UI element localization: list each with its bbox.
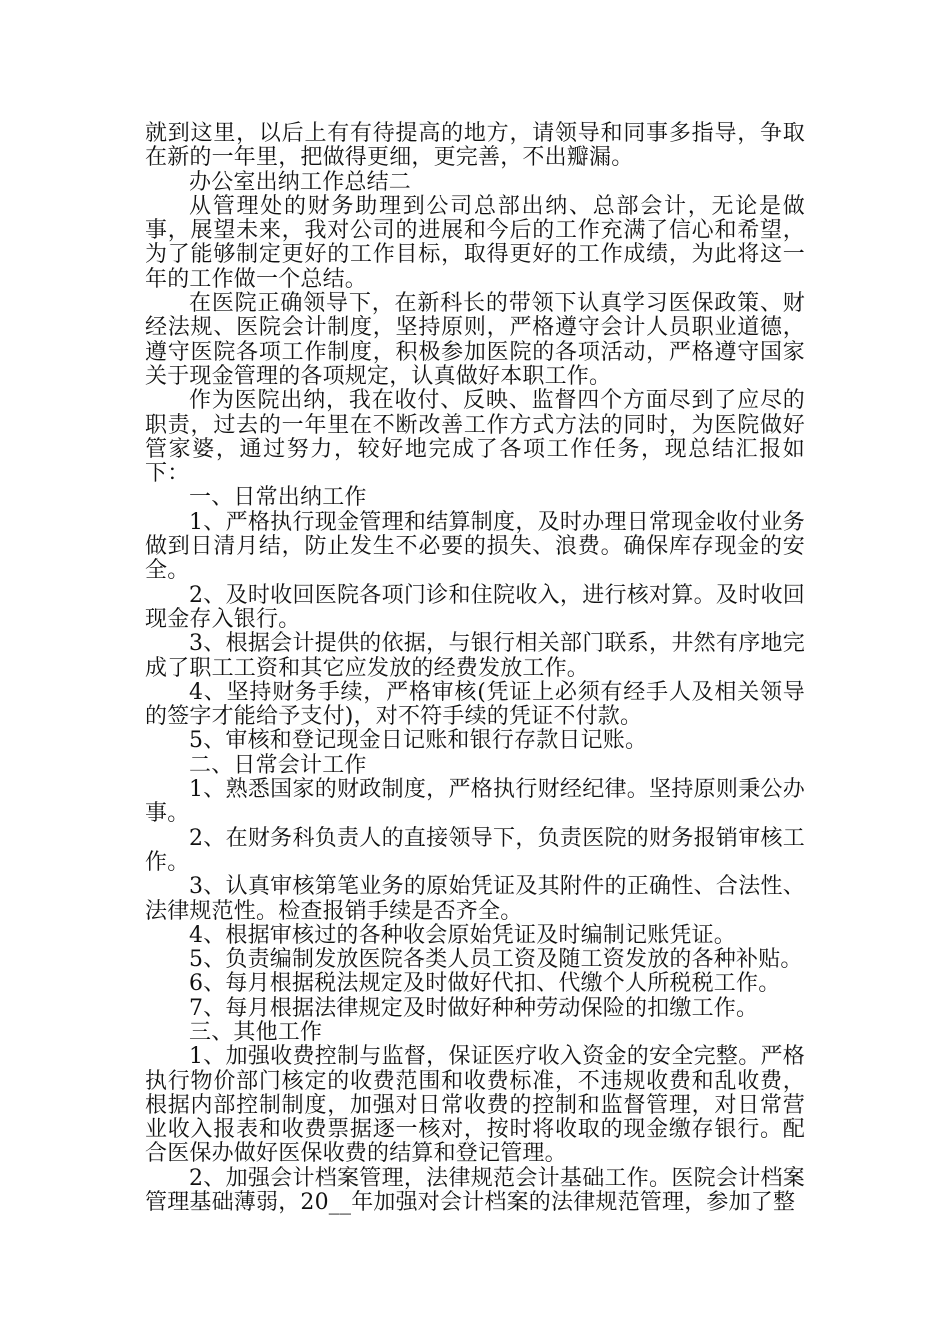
heading-cashier-work: 一、日常出纳工作	[189, 485, 367, 511]
list-item: 1、熟悉国家的财政制度，严格执行财经纪律。坚持原则秉公办事。	[145, 777, 805, 827]
list-item: 2、加强会计档案管理，法律规范会计基础工作。医院会计档案管理基础薄弱，20__年加强对会计档案的法律规范管理，参加了整	[145, 1165, 805, 1216]
list-item: 4、根据审核过的各种收会原始凭证及时编制记账凭证。	[189, 922, 736, 948]
list-item: 4、坚持财务手续，严格审核(凭证上必须有经手人及相关领导的签字才能给予支付)，对不符手续的凭证不付款。	[145, 679, 805, 730]
list-item: 2、及时收回医院各项门诊和住院收入，进行核对算。及时收回现金存入银行。	[145, 582, 805, 632]
list-item: 6、每月根据税法规定及时做好代扣、代缴个人所税税工作。	[189, 971, 781, 997]
list-item: 1、严格执行现金管理和结算制度，及时办理日常现金收付业务做到日清月结，防止发生不必要的损失、浪费。确保库存现金的安全。	[145, 509, 805, 584]
list-item: 3、认真审核第笔业务的原始凭证及其附件的正确性、合法性、法律规范性。检查报销手续是否齐全。	[145, 874, 805, 924]
paragraph-4: 在医院正确领导下，在新科长的带领下认真学习医保政策、财经法规、医院会计制度，坚持原则，严格遵守会计人员职业道德，遵守医院各项工作制度，积极参加医院的各项活动，严格遵守国家关于现金管理的各项规定，认真做好本职工作。	[145, 291, 805, 389]
section-title: 办公室出纳工作总结二	[189, 169, 412, 195]
paragraph-1: 就到这里，以后上有有待提高的地方，请领导和同事多指导，争取在新的一年里，把做得更细，更完善，不出瓣漏。	[145, 121, 805, 171]
list-item: 5、审核和登记现金日记账和银行存款日记账。	[189, 728, 648, 754]
heading-other-work: 三、其他工作	[189, 1019, 323, 1045]
paragraph-3: 从管理处的财务助理到公司总部出纳、总部会计，无论是做事，展望未来，我对公司的进展和今后的工作充满了信心和希望，为了能够制定更好的工作目标，取得更好的工作成绩，为此将这一年的工作做一个总结。	[145, 193, 805, 292]
paragraph-5: 作为医院出纳，我在收付、反映、监督四个方面尽到了应尽的职责，过去的一年里在不断改善工作方式方法的同时，为医院做好管家婆，通过努力，较好地完成了各项工作任务，现总结汇报如下：	[145, 388, 805, 487]
list-item: 5、负责编制发放医院各类人员工资及随工资发放的各种补贴。	[189, 947, 803, 973]
list-item: 1、加强收费控制与监督，保证医疗收入资金的安全完整。严格执行物价部门核定的收费范围和收费标准，不违规收费和乱收费，根据内部控制制度，加强对日常收费的控制和监督管理，对日常营业收入报表和收费票据逐一核对，按时将收取的现金缴存银行。配合医保办做好医保收费的结算和登记管理。	[145, 1044, 805, 1167]
list-item: 2、在财务科负责人的直接领导下，负责医院的财务报销审核工作。	[145, 825, 805, 875]
document-body	[145, 122, 805, 1215]
heading-accounting-work: 二、日常会计工作	[189, 752, 367, 778]
list-item: 3、根据会计提供的依据，与银行相关部门联系，井然有序地完成了职工工资和其它应发放的经费发放工作。	[145, 631, 805, 681]
list-item: 7、每月根据法律规定及时做好种种劳动保险的扣缴工作。	[189, 995, 759, 1021]
